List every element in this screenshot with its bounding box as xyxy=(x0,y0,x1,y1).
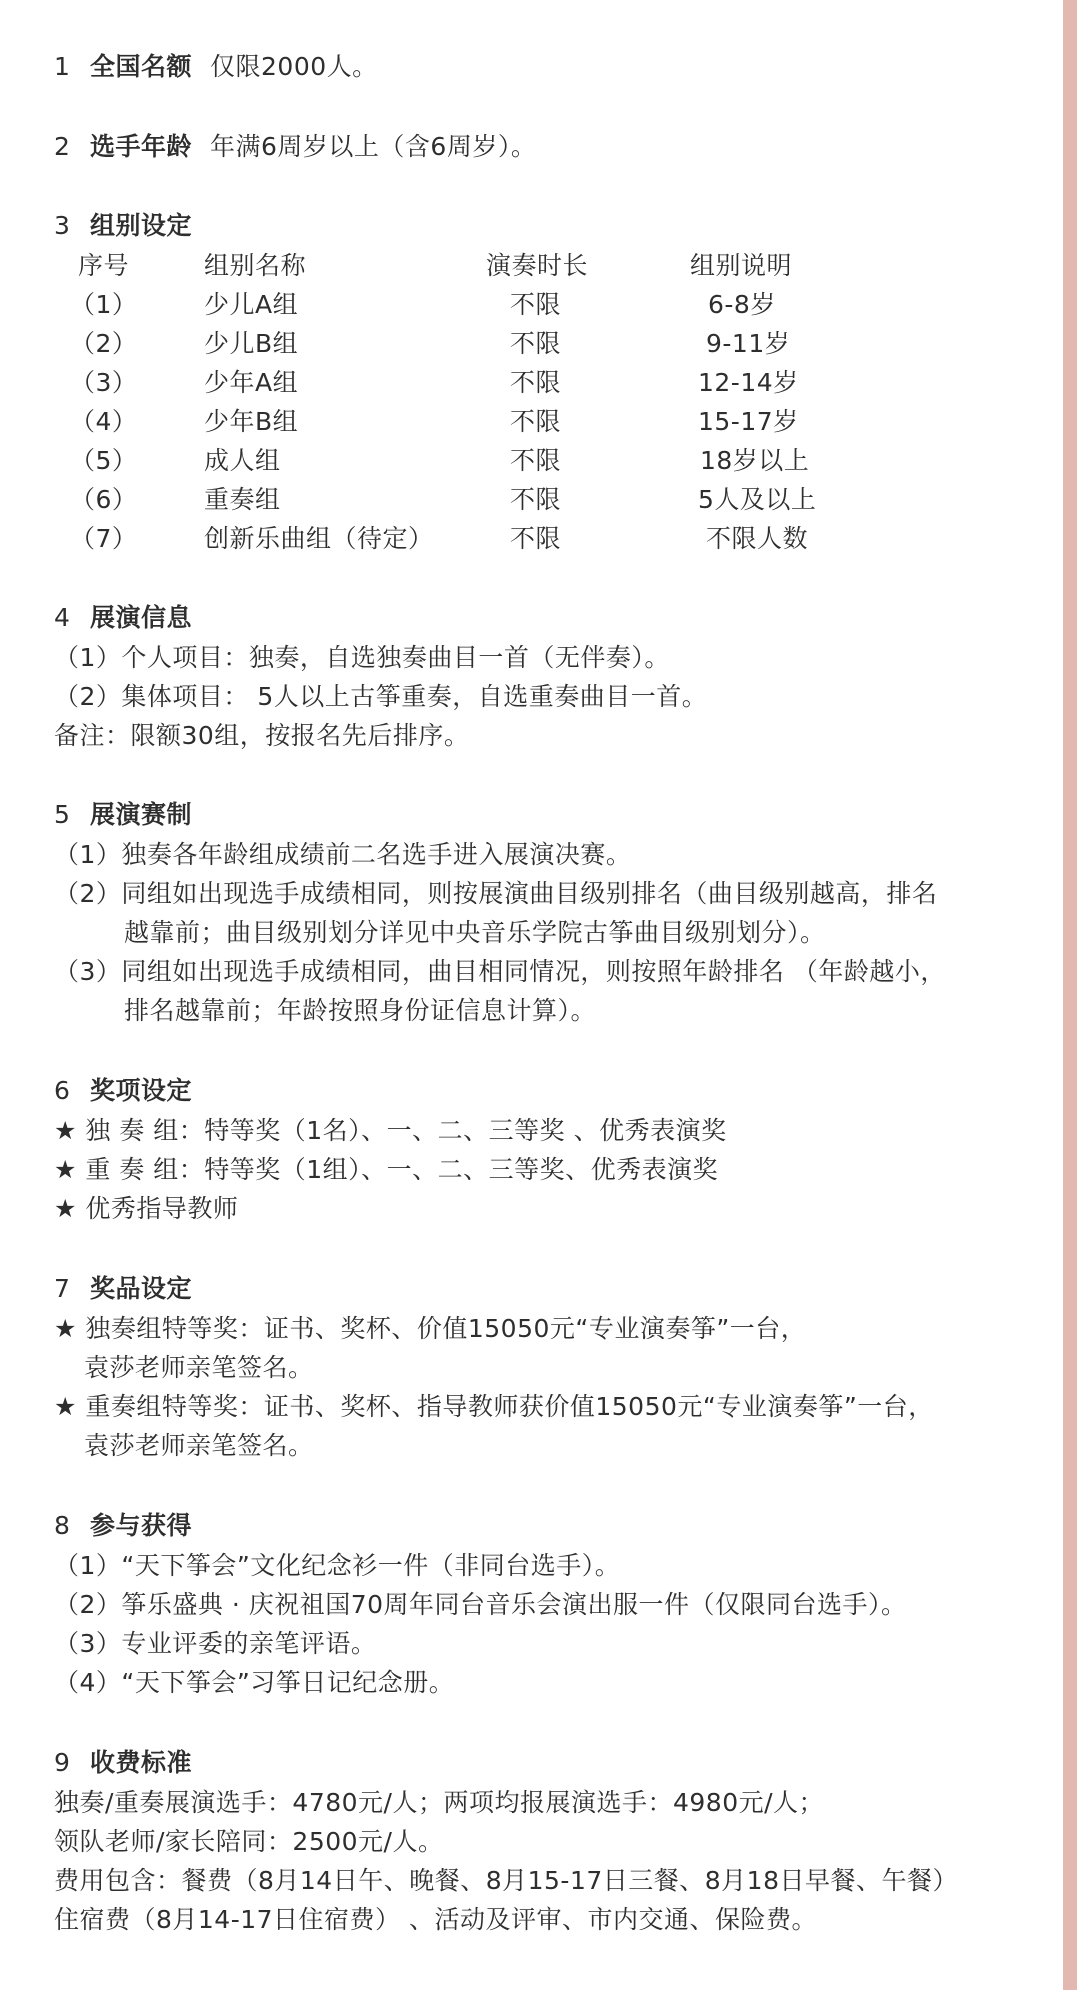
section-4-number: 4 xyxy=(54,603,71,632)
section-3-number: 3 xyxy=(54,211,71,240)
row-description: 15-17岁 xyxy=(698,407,799,436)
table-header-index: 序号 xyxy=(78,251,130,280)
row-description: 5人及以上 xyxy=(698,485,817,514)
section-1-title: 全国名额 xyxy=(90,52,193,81)
row-group-name: 少年B组 xyxy=(204,407,299,436)
section-9-line: 独奏/重奏展演选手：4780元/人；两项均报展演选手：4980元/人； xyxy=(54,1788,825,1817)
row-group-name: 创新乐曲组（待定） xyxy=(204,524,434,553)
section-5-line: （1）独奏各年龄组成绩前二名选手进入展演决赛。 xyxy=(54,840,632,869)
section-6-heading xyxy=(54,1073,210,1109)
section-7-number: 7 xyxy=(54,1274,71,1303)
row-duration: 不限 xyxy=(510,407,562,436)
row-index: （6） xyxy=(70,485,138,514)
row-index: （3） xyxy=(70,368,138,397)
row-duration: 不限 xyxy=(510,446,562,475)
section-1-number: 1 xyxy=(54,52,71,81)
row-duration: 不限 xyxy=(510,290,562,319)
section-2-number: 2 xyxy=(54,132,71,161)
section-7-title: 奖品设定 xyxy=(90,1274,193,1303)
section-7-line: 袁莎老师亲笔签名。 xyxy=(84,1353,314,1382)
row-duration: 不限 xyxy=(510,368,562,397)
section-5-line: 越靠前；曲目级别划分详见中央音乐学院古筝曲目级别划分）。 xyxy=(124,918,826,947)
section-4-heading xyxy=(54,600,210,636)
section-9-title: 收费标准 xyxy=(90,1748,193,1777)
section-4-line: 备注：限额30组，按报名先后排序。 xyxy=(54,721,470,750)
section-6-line: ★ 独 奏 组：特等奖（1名）、一、二、三等奖 、优秀表演奖 xyxy=(54,1116,727,1145)
row-description: 不限人数 xyxy=(706,524,809,553)
section-7-line: ★ 独奏组特等奖：证书、奖杯、价值15050元“专业演奏筝”一台， xyxy=(54,1314,807,1343)
section-8-heading xyxy=(54,1508,210,1544)
row-description: 18岁以上 xyxy=(700,446,810,475)
section-4-line: （1）个人项目：独奏，自选独奏曲目一首（无伴奏）。 xyxy=(54,643,670,672)
section-5-number: 5 xyxy=(54,800,71,829)
section-1-text: 仅限2000人。 xyxy=(210,52,378,81)
section-2-title: 选手年龄 xyxy=(90,132,193,161)
section-8-title: 参与获得 xyxy=(90,1511,193,1540)
section-5-line: （2）同组如出现选手成绩相同，则按展演曲目级别排名（曲目级别越高，排名 xyxy=(54,879,938,908)
table-header-name: 组别名称 xyxy=(204,251,307,280)
row-group-name: 少年A组 xyxy=(204,368,299,397)
section-8-line: （3）专业评委的亲笔评语。 xyxy=(54,1629,377,1658)
section-9-number: 9 xyxy=(54,1748,71,1777)
row-group-name: 重奏组 xyxy=(204,485,281,514)
section-6-title: 奖项设定 xyxy=(90,1076,193,1105)
section-8-number: 8 xyxy=(54,1511,71,1540)
row-index: （1） xyxy=(70,290,138,319)
row-group-name: 成人组 xyxy=(204,446,281,475)
row-description: 12-14岁 xyxy=(698,368,799,397)
section-8-line: （4）“天下筝会”习筝日记纪念册。 xyxy=(54,1668,455,1697)
section-9-line: 住宿费（8月14-17日住宿费） 、活动及评审、市内交通、保险费。 xyxy=(54,1905,817,1934)
section-7-line: 袁莎老师亲笔签名。 xyxy=(84,1431,314,1460)
right-decorative-bar xyxy=(1063,0,1077,1990)
row-index: （4） xyxy=(70,407,138,436)
section-9-heading xyxy=(54,1745,210,1781)
section-6-number: 6 xyxy=(54,1076,71,1105)
row-duration: 不限 xyxy=(510,329,562,358)
section-5-title: 展演赛制 xyxy=(90,800,193,829)
row-description: 6-8岁 xyxy=(708,290,776,319)
section-6-line: ★ 重 奏 组：特等奖（1组）、一、二、三等奖、优秀表演奖 xyxy=(54,1155,719,1184)
section-3-title: 组别设定 xyxy=(90,211,193,240)
section-8-line: （1）“天下筝会”文化纪念衫一件（非同台选手）。 xyxy=(54,1551,621,1580)
row-duration: 不限 xyxy=(510,524,562,553)
table-header-duration: 演奏时长 xyxy=(486,251,589,280)
section-8-line: （2）筝乐盛典 · 庆祝祖国70周年同台音乐会演出服一件（仅限同台选手）。 xyxy=(54,1590,907,1619)
section-4-title: 展演信息 xyxy=(90,603,193,632)
row-group-name: 少儿A组 xyxy=(204,290,299,319)
row-duration: 不限 xyxy=(510,485,562,514)
row-index: （7） xyxy=(70,524,138,553)
row-group-name: 少儿B组 xyxy=(204,329,299,358)
section-5-line: （3）同组如出现选手成绩相同，曲目相同情况，则按照年龄排名 （年龄越小， xyxy=(54,957,946,986)
section-1-heading xyxy=(54,49,378,85)
row-index: （2） xyxy=(70,329,138,358)
section-3-heading xyxy=(54,208,210,244)
section-2-text: 年满6周岁以上（含6周岁）。 xyxy=(210,132,537,161)
section-9-line: 领队老师/家长陪同：2500元/人。 xyxy=(54,1827,444,1856)
section-7-heading xyxy=(54,1271,210,1307)
table-header-description: 组别说明 xyxy=(690,251,793,280)
section-5-heading xyxy=(54,797,210,833)
section-5-line: 排名越靠前；年龄按照身份证信息计算）。 xyxy=(124,996,597,1025)
row-index: （5） xyxy=(70,446,138,475)
section-6-line: ★ 优秀指导教师 xyxy=(54,1194,239,1223)
section-9-line: 费用包含：餐费（8月14日午、晚餐、8月15-17日三餐、8月18日早餐、午餐） xyxy=(54,1866,958,1895)
section-7-line: ★ 重奏组特等奖：证书、奖杯、指导教师获价值15050元“专业演奏筝”一台， xyxy=(54,1392,934,1421)
section-2-heading xyxy=(54,129,536,165)
row-description: 9-11岁 xyxy=(706,329,791,358)
section-4-line: （2）集体项目： 5人以上古筝重奏，自选重奏曲目一首。 xyxy=(54,682,708,711)
